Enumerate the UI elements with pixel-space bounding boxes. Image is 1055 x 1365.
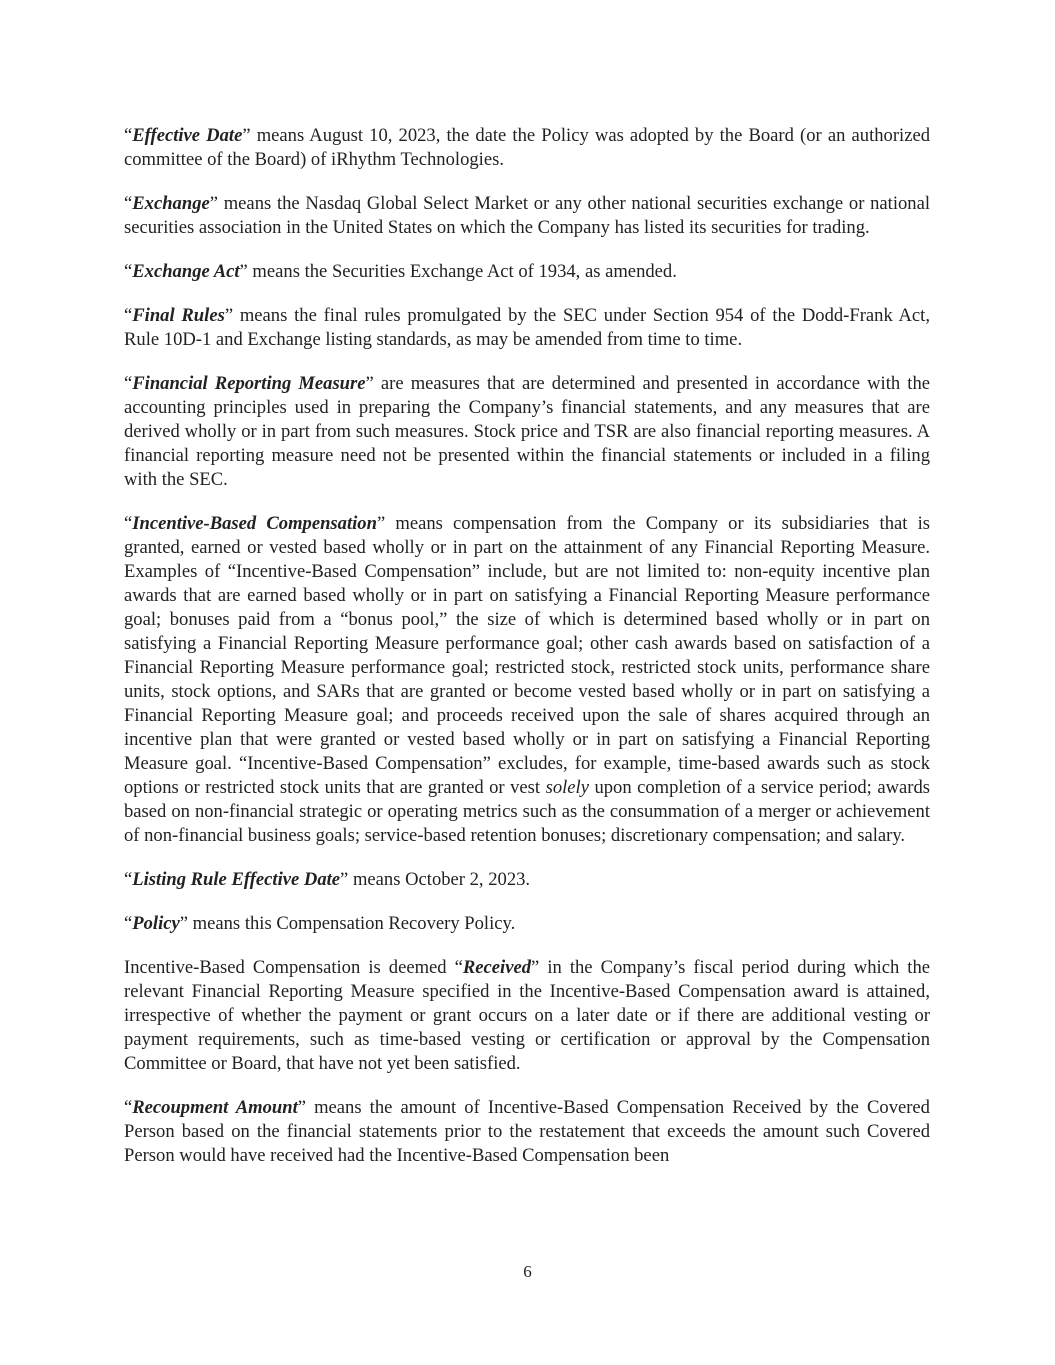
defined-term: Incentive-Based Compensation	[132, 513, 377, 534]
quote-open: “	[124, 513, 133, 534]
defined-term: Policy	[132, 913, 180, 934]
definition-financial-reporting-measure	[124, 372, 930, 492]
definition-text: ” means the Securities Exchange Act of 1934, as amended.	[239, 261, 677, 282]
definition-received	[124, 956, 930, 1076]
defined-term: Recoupment Amount	[132, 1097, 298, 1118]
definition-text: ” means August 10, 2023, the date the Policy was adopted by the Board (or an authorized committee of the Board) of iRhythm Technologies.	[124, 125, 930, 170]
quote-open: “	[124, 869, 133, 890]
quote-open: “	[124, 125, 133, 146]
page-body	[124, 124, 930, 1168]
definition-effective-date	[124, 124, 930, 172]
defined-term: Exchange Act	[132, 261, 240, 282]
definition-text: ” means the Nasdaq Global Select Market or any other national securities exchange or national securities association in the United States on which the Company has listed its securities for trading.	[124, 193, 930, 238]
definition-text-continued: upon completion of a service period; awards based on non-financial strategic or operating metrics such as the consummation of a merger or achievement of non-financial business goals; service-based retention bonuses; discretionary compensation; and salary.	[124, 777, 930, 846]
definition-text: ” means the amount of Incentive-Based Compensation Received by the Covered Person based on the financial statements prior to the restatement that exceeds the amount such Covered Person would have received had the Incentive-Based Compensation been	[124, 1097, 930, 1166]
definition-text: Incentive-Based Compensation is deemed “	[124, 957, 463, 978]
emphasis-solely: solely	[545, 777, 589, 798]
definition-text: ” means the final rules promulgated by the SEC under Section 954 of the Dodd-Frank Act, Rule 10D-1 and Exchange listing standards, as may be amended from time to time.	[124, 305, 930, 350]
definition-text: ” means October 2, 2023.	[340, 869, 531, 890]
definition-incentive-based-compensation	[124, 512, 930, 848]
definition-exchange	[124, 192, 930, 240]
definition-text: ” are measures that are determined and presented in accordance with the accounting principles used in preparing the Company’s financial statements, and any measures that are derived wholly or in part from such measures. Stock price and TSR are also financial reporting measures. A financial reporting measure need not be presented within the financial statements or included in a filing with the SEC.	[124, 373, 931, 490]
definition-exchange-act	[124, 260, 930, 284]
page-number: 6	[523, 1262, 532, 1281]
defined-term: Exchange	[132, 193, 210, 214]
defined-term: Listing Rule Effective Date	[132, 869, 341, 890]
quote-open: “	[124, 1097, 133, 1118]
quote-open: “	[124, 373, 133, 394]
quote-open: “	[124, 261, 133, 282]
definition-text: ” means this Compensation Recovery Policy.	[179, 913, 516, 934]
definition-listing-rule-effective-date	[124, 868, 930, 892]
quote-open: “	[124, 193, 133, 214]
defined-term: Received	[462, 957, 532, 978]
definition-text-continued: ” in the Company’s fiscal period during which the relevant Financial Reporting Measure specified in the Incentive-Based Compensation award is attained, irrespective of whether the payment or grant occurs on a later date or if there are additional vesting or payment requirements, such as time-based vesting or certification or approval by the Compensation Committee or Board, that have not yet been satisfied.	[124, 957, 931, 1074]
defined-term: Effective Date	[132, 125, 243, 146]
definition-recoupment-amount	[124, 1096, 930, 1168]
quote-open: “	[124, 913, 133, 934]
defined-term: Final Rules	[132, 305, 225, 326]
definition-policy	[124, 912, 930, 936]
definition-final-rules	[124, 304, 930, 352]
quote-open: “	[124, 305, 133, 326]
definition-text: ” means compensation from the Company or its subsidiaries that is granted, earned or vested based wholly or in part on the attainment of any Financial Reporting Measure. Examples of “Incentive-Based Compensation” include, but are not limited to: non-equity incentive plan awards that are earned based wholly or in part on satisfying a Financial Reporting Measure performance goal; bonuses paid from a “bonus pool,” the size of which is determined based wholly or in part on satisfying a Financial Reporting Measure performance goal; other cash awards based on satisfaction of a Financial Reporting Measure performance goal; restricted stock, restricted stock units, performance share units, stock options, and SARs that are granted or become vested based wholly or in part on satisfying a Financial Reporting Measure goal; and proceeds received upon the sale of shares acquired through an incentive plan that were granted or vested based wholly or in part on satisfying a Financial Reporting Measure goal. “Incentive-Based Compensation” excludes, for example, time-based awards such as stock options or restricted stock units that are granted or vest	[124, 513, 931, 798]
defined-term: Financial Reporting Measure	[132, 373, 366, 394]
